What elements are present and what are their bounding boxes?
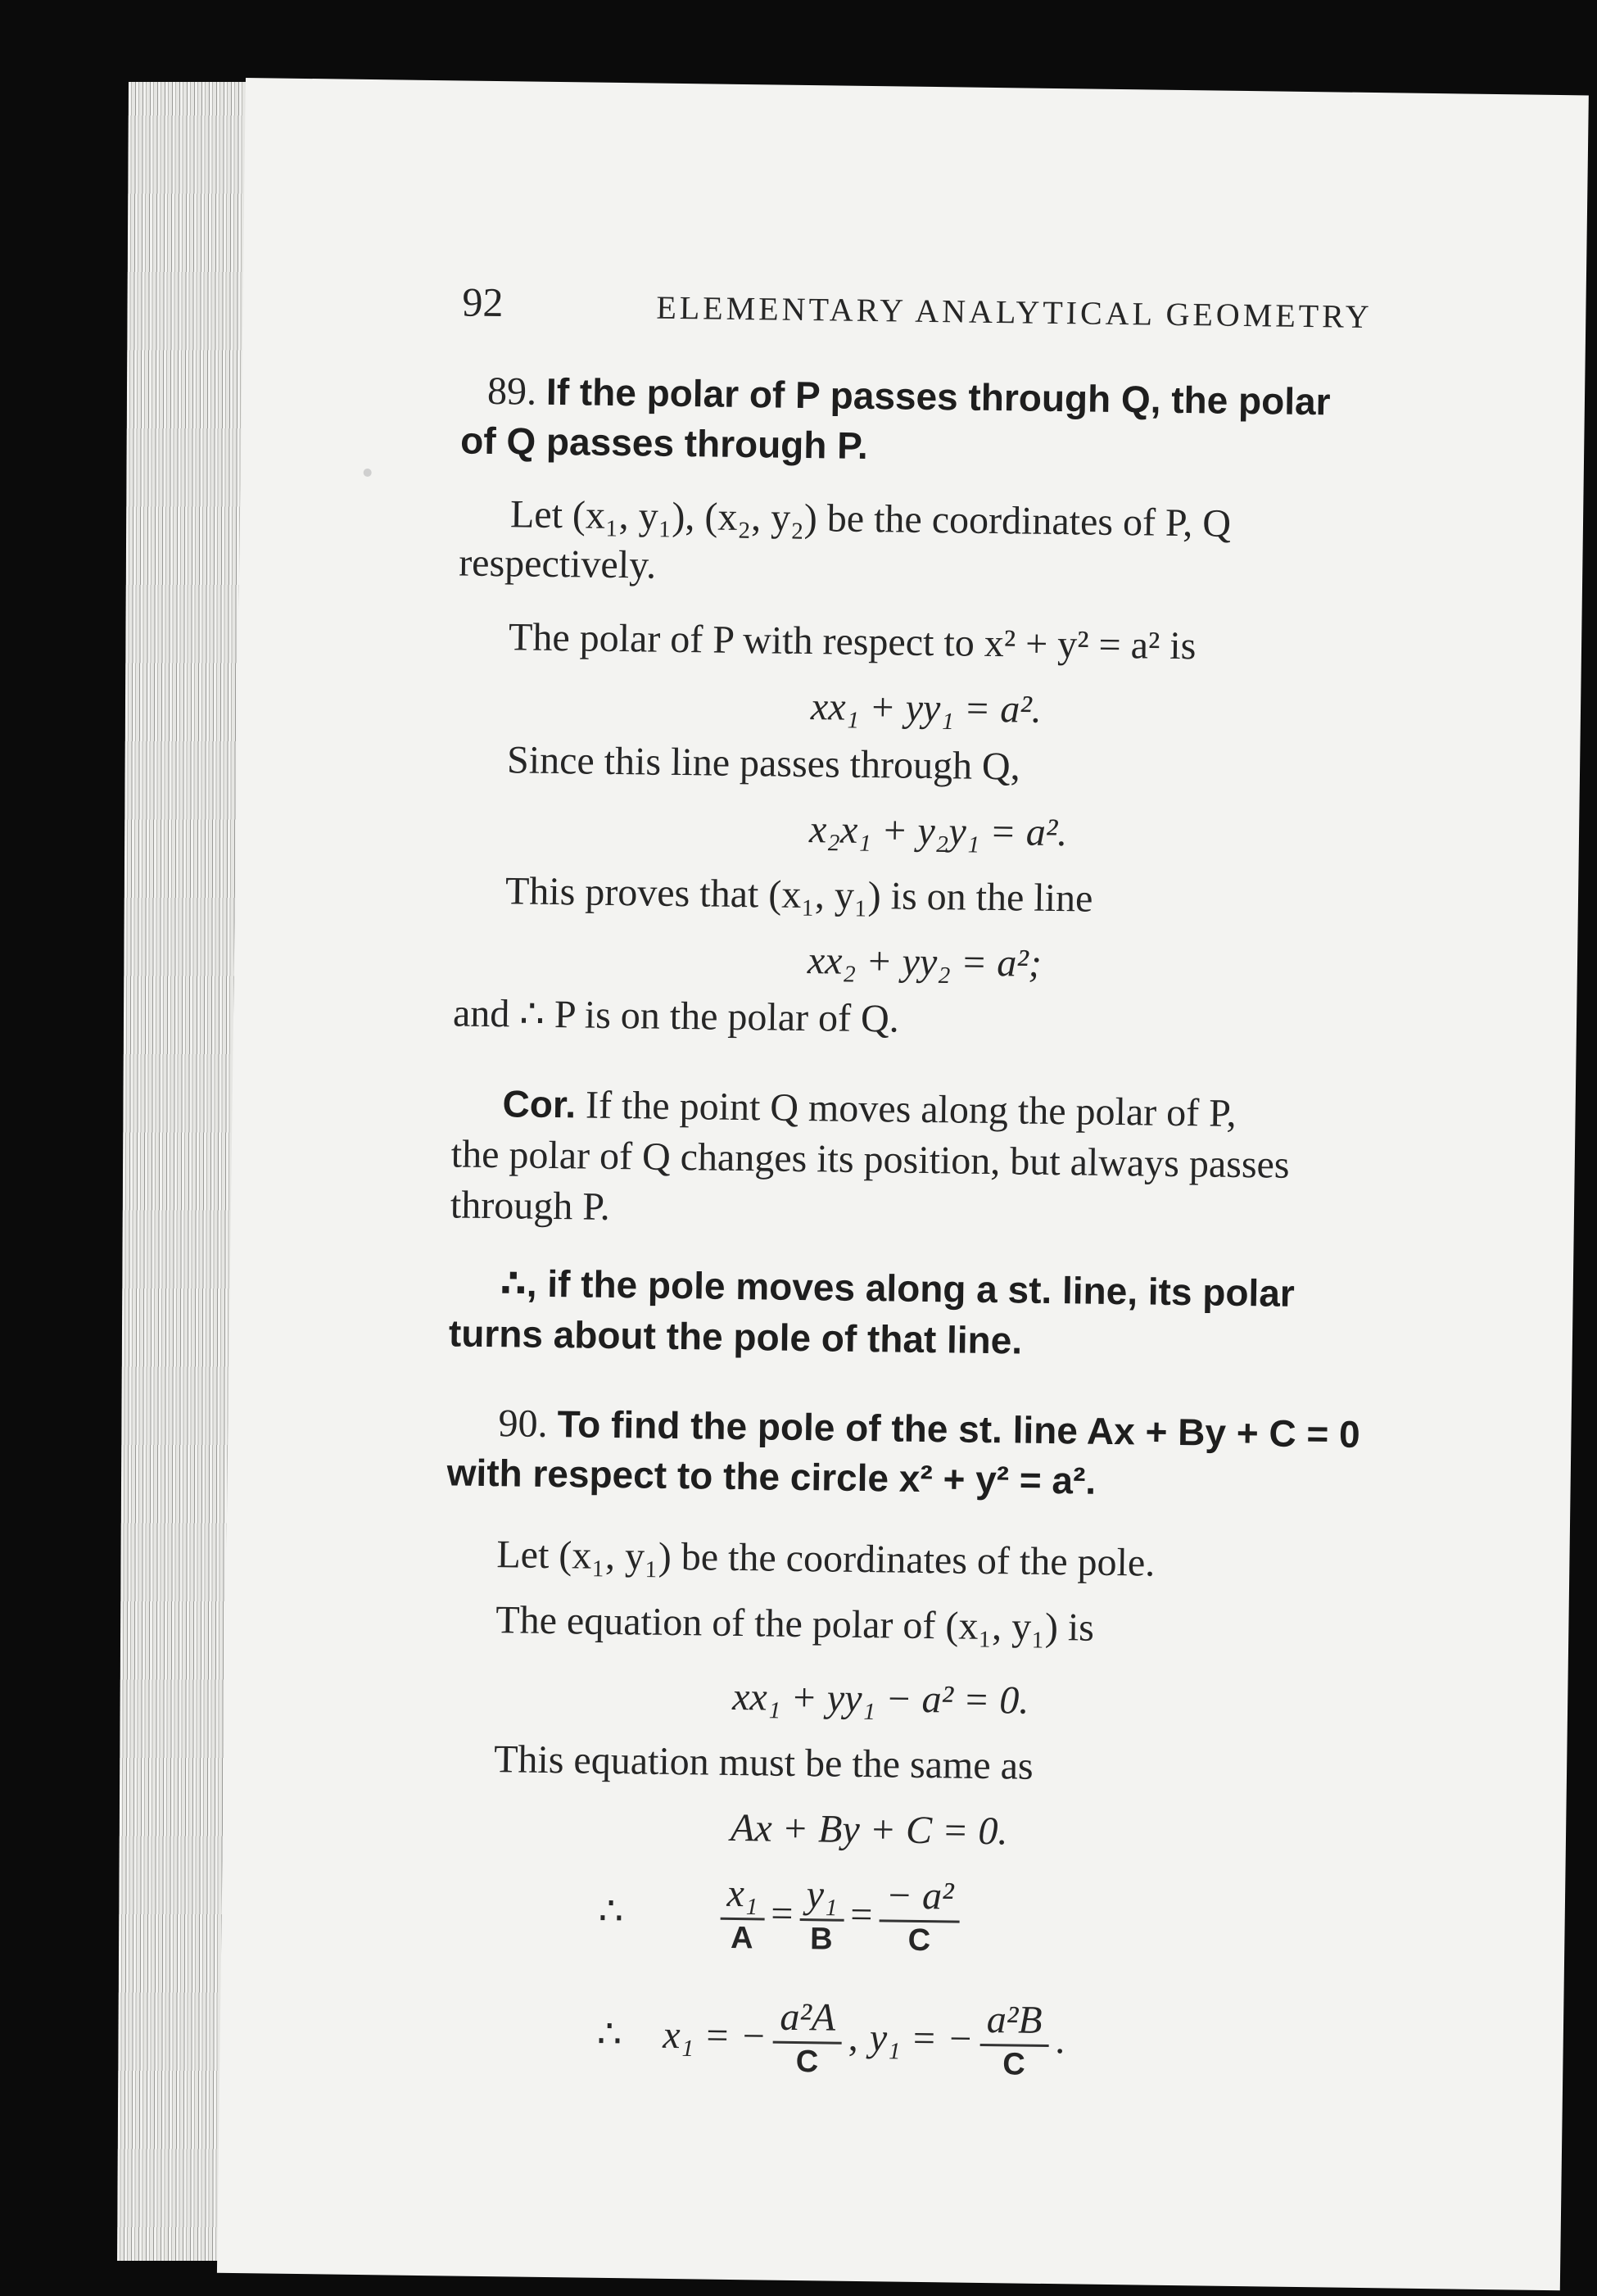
corollary-line: through P. [450,1183,611,1229]
paragraph-line: respectively. [458,541,657,587]
running-head: ELEMENTARY ANALYTICAL GEOMETRY [656,288,1373,336]
fraction [799,1871,844,1959]
lhs: x₁ = − [662,2013,767,2058]
equation: Ax + By + C = 0. [730,1805,1008,1854]
numerator: a²B [979,1996,1049,2047]
fraction [979,1996,1049,2084]
heading-line: of Q passes through P. [459,419,869,467]
book-page [217,78,1589,2290]
paragraph-line: This equation must be the same as [493,1737,1034,1788]
paragraph-line: Let (x₁, y₁) be the coordinates of the pole. [496,1533,1156,1585]
heading-line: with respect to the circle x² + y² = a². [446,1451,1097,1502]
corollary-text: If the point Q moves along the polar of P, [585,1083,1237,1135]
fraction [879,1872,961,1959]
heading-line: To find the pole of the st. line Ax + By + C = 0 [557,1402,1360,1456]
page-number: 92 [462,279,504,326]
equation: xx₂ + yy₂ = a²; [807,939,1043,985]
paragraph-line: This proves that (x₁, y₁) is on the line [504,869,1093,921]
numerator: x₁ [720,1870,765,1920]
denominator: B [809,1921,833,1957]
corollary-label: Cor. [502,1082,577,1126]
ratio-equation [598,1868,967,1960]
corollary-line: the polar of Q changes its position, but always passes [450,1132,1290,1187]
comma: , [848,2016,859,2060]
numerator: y₁ [799,1871,844,1921]
fraction [720,1870,765,1958]
paragraph-line: The equation of the polar of (x₁, y₁) is [495,1598,1095,1650]
denominator: C [1002,2046,1026,2082]
numerator: − a² [879,1872,961,1922]
therefore-symbol: ∴ [598,1890,624,1934]
period: . [1054,2018,1065,2063]
bold-statement: turns about the pole of that line. [448,1311,1023,1362]
bold-statement: ∴, if the pole moves along a st. line, its polar [500,1261,1296,1315]
section-90-heading [498,1400,1360,1458]
fraction [772,1994,842,2081]
equation: xx₁ + yy₁ = a². [810,685,1043,731]
equation: xx₁ + yy₁ − a² = 0. [731,1674,1029,1723]
therefore-symbol: ∴ [596,2013,622,2057]
speck [364,469,372,477]
denominator: A [730,1920,753,1955]
equals-sign: = [849,1893,873,1937]
section-89-heading [487,368,1331,426]
section-number: 89. [486,369,537,414]
corollary-line [502,1080,1237,1137]
denominator: C [907,1922,931,1958]
numerator: a²A [773,1994,843,2045]
equals-sign: = [770,1891,794,1936]
heading-line: If the polar of P passes through Q, the polar [545,369,1331,423]
paragraph-line: and ∴ P is on the polar of Q. [452,991,900,1041]
section-number: 90. [498,1402,548,1446]
lhs: y₁ = − [869,2016,974,2062]
denominator: C [795,2044,819,2079]
solution-equation [596,1991,1065,2085]
paragraph-line: Let (x₁, y₁), (x₂, y₂) be the coordinates of P, Q [509,492,1232,546]
equation: x₂x₁ + y₂y₁ = a². [808,808,1068,855]
paragraph-line: The polar of P with respect to x² + y² = a² is [508,615,1197,668]
paragraph-line: Since this line passes through Q, [506,738,1021,789]
